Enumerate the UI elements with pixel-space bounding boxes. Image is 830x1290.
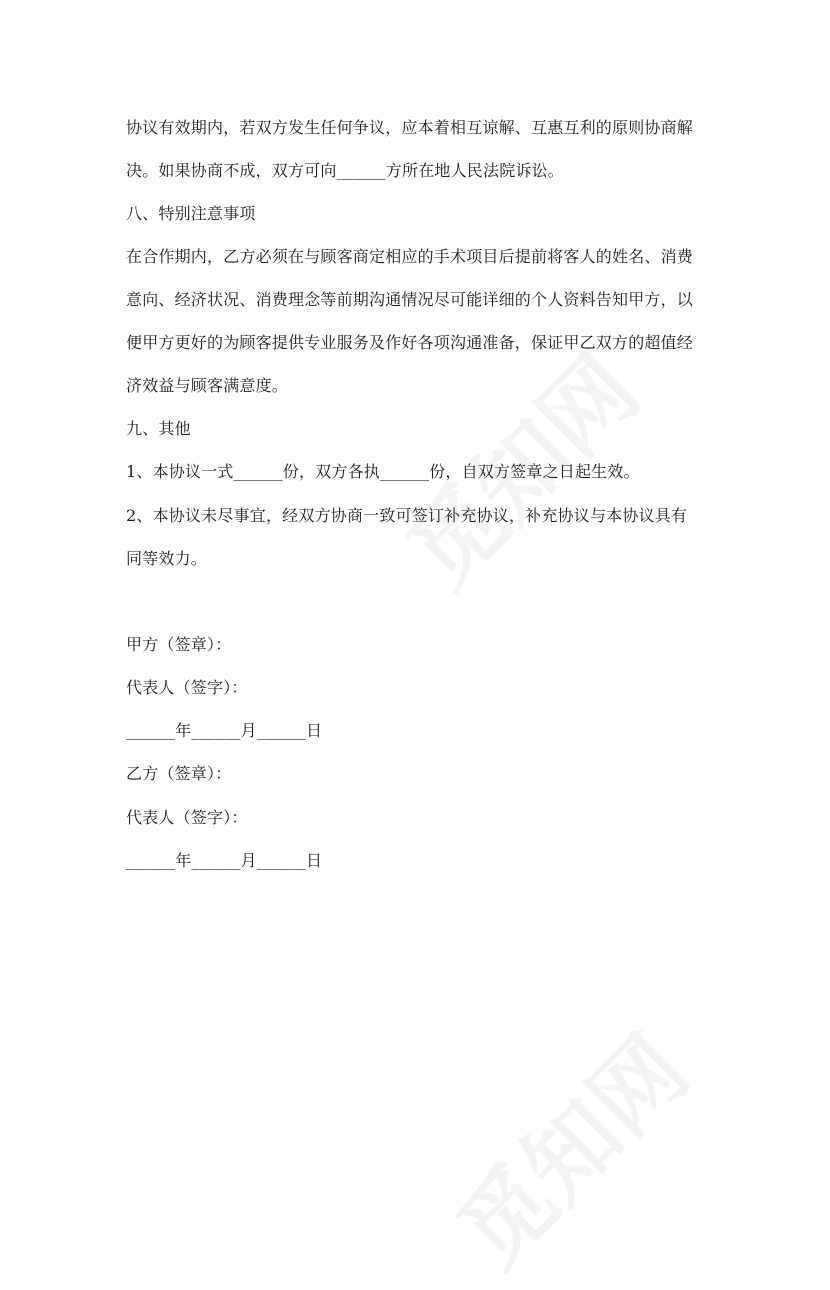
paragraph-line-dispute-2: 决。如果协商不成，双方可向______方所在地人民法院诉讼。 [126, 161, 565, 180]
paragraph-line-notes-4: 济效益与顾客满意度。 [126, 376, 289, 395]
section-heading-other: 九、其他 [126, 419, 191, 438]
paragraph-line-notes-1: 在合作期内，乙方必须在与顾客商定相应的手术项目后提前将客人的姓名、消费 [126, 247, 694, 266]
party-a-seal-label: 甲方（签章）： [126, 635, 232, 654]
paragraph-line-dispute-1: 协议有效期内，若双方发生任何争议，应本着相互谅解、互惠互利的原则协商解 [126, 118, 694, 137]
party-a-representative-label: 代表人（签字）： [126, 678, 248, 697]
party-a-date-line: ______年______月______日 [126, 721, 323, 740]
paragraph-line-notes-3: 便甲方更好的为顾客提供专业服务及作好各项沟通准备，保证甲乙双方的超值经 [126, 333, 694, 352]
section-heading-special-notes: 八、特别注意事项 [126, 204, 256, 223]
paragraph-line-notes-2: 意向、经济状况、消费理念等前期沟通情况尽可能详细的个人资料告知甲方，以 [126, 290, 694, 309]
clause-supplement-1: 2、本协议未尽事宜，经双方协商一致可签订补充协议，补充协议与本协议具有 [126, 506, 688, 525]
clause-supplement-2: 同等效力。 [126, 549, 208, 568]
watermark [424, 1002, 713, 1290]
party-b-seal-label: 乙方（签章）： [126, 764, 232, 783]
clause-copies: 1、本协议一式______份，双方各执______份，自双方签章之日起生效。 [126, 462, 640, 481]
party-b-date-line: ______年______月______日 [126, 851, 323, 870]
party-b-representative-label: 代表人（签字）： [126, 808, 248, 827]
